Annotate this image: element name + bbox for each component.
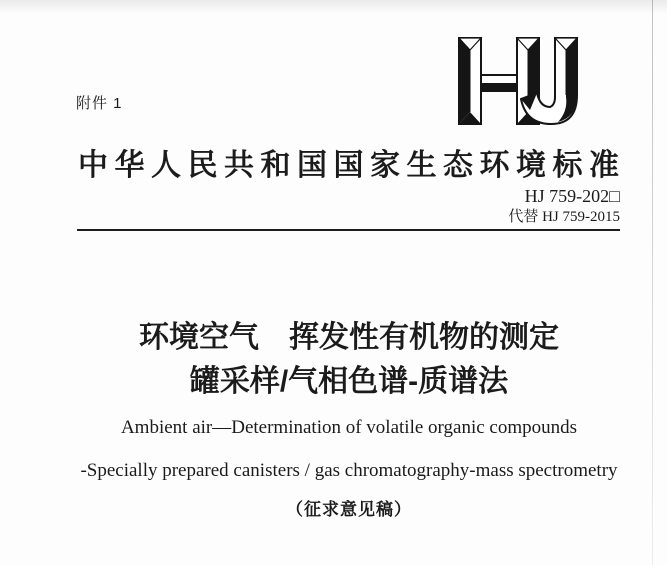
doc-title-en-line2: -Specially prepared canisters / gas chromatography-mass spectrometry [80,460,618,481]
doc-title-en-line1: Ambient air—Determination of volatile organic compounds [120,417,578,438]
standard-number: HJ 759-202□ [524,186,620,206]
doc-title-cn-line1 [31,312,667,356]
hj-logo-graphic [458,36,590,128]
doc-title-cn-line2: 罐采样/气相色谱-质谱法 [189,365,509,398]
doc-title-cn-line1-part1: 环境空气 [139,321,259,354]
hj-logo [458,36,590,128]
attachment-label: 附件 1 [76,95,123,112]
replaces-note: 代替 HJ 759-2015 [508,208,620,225]
draft-status-note: （征求意见稿） [286,500,412,519]
standard-number-block [508,185,620,226]
doc-title-cn-line1-part2: 挥发性有机物的测定 [289,321,559,354]
divider-rule [77,229,620,231]
scan-right-edge-artifact [652,0,653,565]
national-standard-heading: 中华人民共和国国家生态环境标准 [78,149,626,182]
scan-top-edge-artifact [0,0,667,14]
